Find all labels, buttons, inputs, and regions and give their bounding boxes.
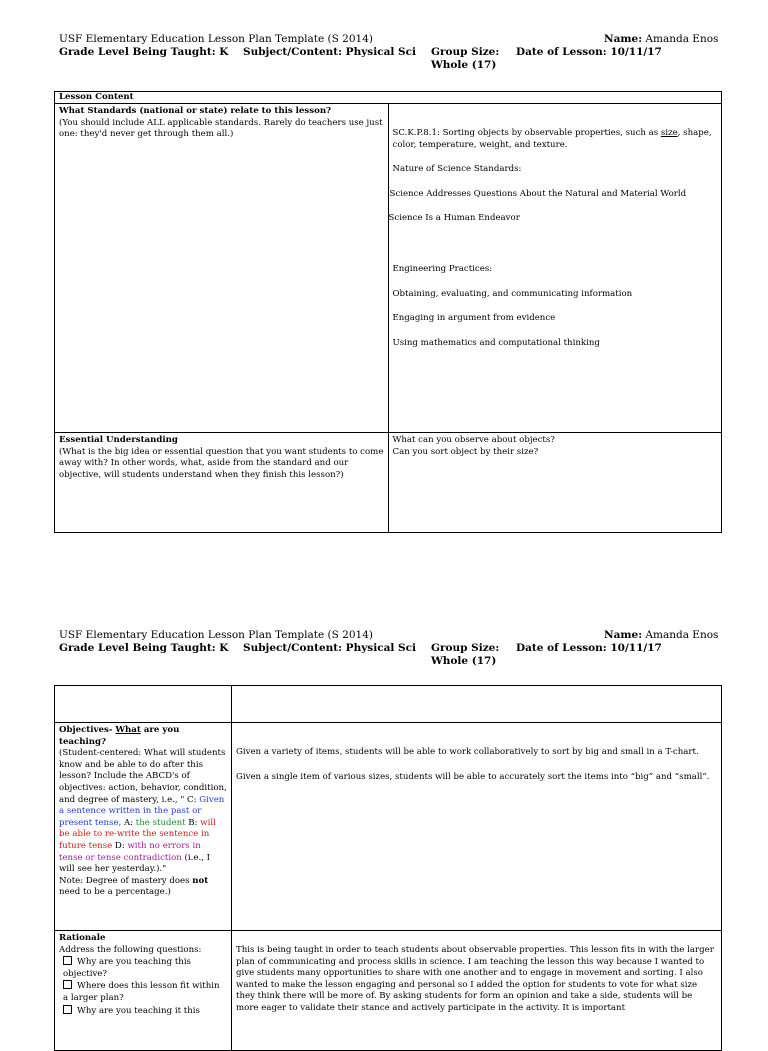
lesson-date: Date of Lesson: 10/11/17: [516, 642, 662, 654]
checkbox-icon: [63, 980, 72, 989]
group-size-value: Whole (17): [431, 655, 497, 667]
rationale-q1: Why are you teaching this objective?: [63, 957, 191, 979]
group-size-label: Group Size:: [431, 642, 500, 654]
empty-cell-left: [55, 686, 232, 723]
template-title: USF Elementary Education Lesson Plan Template (S 2014): [59, 629, 373, 641]
lesson-date: Date of Lesson: 10/11/17: [516, 46, 662, 58]
essential-help: (What is the big idea or essential question that you want students to come away with? In other words, what, aside from the standard and our objective, will students understand when they finish this lesson?): [59, 446, 384, 480]
objective-2: Given a single item of various sizes, students will be able to accurately sort the items into “big” and “small”.: [236, 771, 710, 782]
rationale-title: Rationale: [59, 933, 106, 943]
objective-1: Given a variety of items, students will be able to work collaboratively to sort by big and small in a T-chart.: [236, 747, 699, 757]
standard-endeavor: Science Is a Human Endeavor: [388, 213, 520, 224]
group-size-value: Whole (17): [431, 59, 497, 71]
objectives-answer: [232, 723, 722, 931]
lesson-content-table: [54, 91, 722, 533]
objectives-note: Note: Degree of mastery does not need to be a percentage.): [59, 875, 209, 898]
practice-1: Obtaining, evaluating, and communicating information: [392, 288, 633, 299]
subject-content: Subject/Content: Physical Sci: [243, 46, 417, 58]
teacher-name: Name: Amanda Enos: [604, 33, 719, 45]
grade-level: Grade Level Being Taught: K: [59, 642, 229, 654]
rationale-q2: Where does this lesson fit within a larger plan?: [63, 981, 220, 1003]
engineering-practices: Engineering Practices:: [392, 263, 493, 274]
objectives-help: (Student-centered: What will students know and be able to do after this lesson? Include the ABCD's of objectives: action, behavior, condition, and degree of mastery, i.e., " C: Given a sentence written in the past or present tense, A: the student B: will be able to re-write the sentence in future tense D: with no errors in tense or tense contradiction (i.e., I will see her yesterday.).": [59, 748, 227, 875]
objectives-title: Objectives- What are you teaching?: [59, 725, 180, 747]
rationale-text: This is being taught in order to teach students about observable properties. This lesson fits in with the larger plan of communicating and process skills in science. I am teaching the lesson this way because I wanted to give students many opportunities to share with one another and to engage in movement and sorting. I also wanted to make the lesson engaging and personal so I added the option for students to vote for what size they think there will be more of. By asking students for form an opinion and take a side, students will be more eager to validate their stance and actively participate in the activity. It is important: [236, 945, 714, 1013]
essential-answer: [388, 433, 722, 533]
objectives-table: [54, 685, 722, 1051]
page-header-2: [59, 629, 719, 668]
page-header-1: [59, 33, 719, 72]
standards-answer: [388, 104, 722, 433]
practice-3: Using mathematics and computational thinking: [392, 337, 600, 348]
section-heading: Lesson Content: [55, 92, 722, 104]
checkbox-icon: [63, 1005, 72, 1014]
essential-title: Essential Understanding: [59, 435, 178, 445]
essential-prompt: [55, 433, 389, 533]
nature-of-science: Nature of Science Standards:: [392, 164, 522, 175]
practice-2: Engaging in argument from evidence: [392, 313, 556, 324]
teacher-name: Name: Amanda Enos: [604, 629, 719, 641]
standards-title: What Standards (national or state) relate to this lesson?: [59, 106, 332, 116]
rationale-answer: [232, 931, 722, 1051]
standards-prompt: [55, 104, 389, 433]
objectives-prompt: [55, 723, 232, 931]
group-size-label: Group Size:: [431, 46, 500, 58]
grade-level: Grade Level Being Taught: K: [59, 46, 229, 58]
checkbox-icon: [63, 956, 72, 965]
rationale-prompt: [55, 931, 232, 1051]
template-title: USF Elementary Education Lesson Plan Template (S 2014): [59, 33, 373, 45]
rationale-intro: Address the following questions:: [59, 944, 202, 955]
empty-cell-right: [232, 686, 722, 723]
standard-sckp81: SC.K.P.8.1: Sorting objects by observable properties, such as size, shape, color, temperature, weight, and texture.: [392, 128, 712, 150]
standard-questions: Science Addresses Questions About the Natural and Material World: [389, 188, 687, 199]
standards-help: (You should include ALL applicable standards. Rarely do teachers use just one: they'd never get through them all.): [59, 117, 383, 140]
rationale-q3: Why are you teaching it this: [59, 1005, 227, 1018]
subject-content: Subject/Content: Physical Sci: [243, 642, 417, 654]
essential-q1: What can you observe about objects?: [392, 435, 555, 445]
essential-q2: Can you sort object by their size?: [392, 446, 539, 457]
